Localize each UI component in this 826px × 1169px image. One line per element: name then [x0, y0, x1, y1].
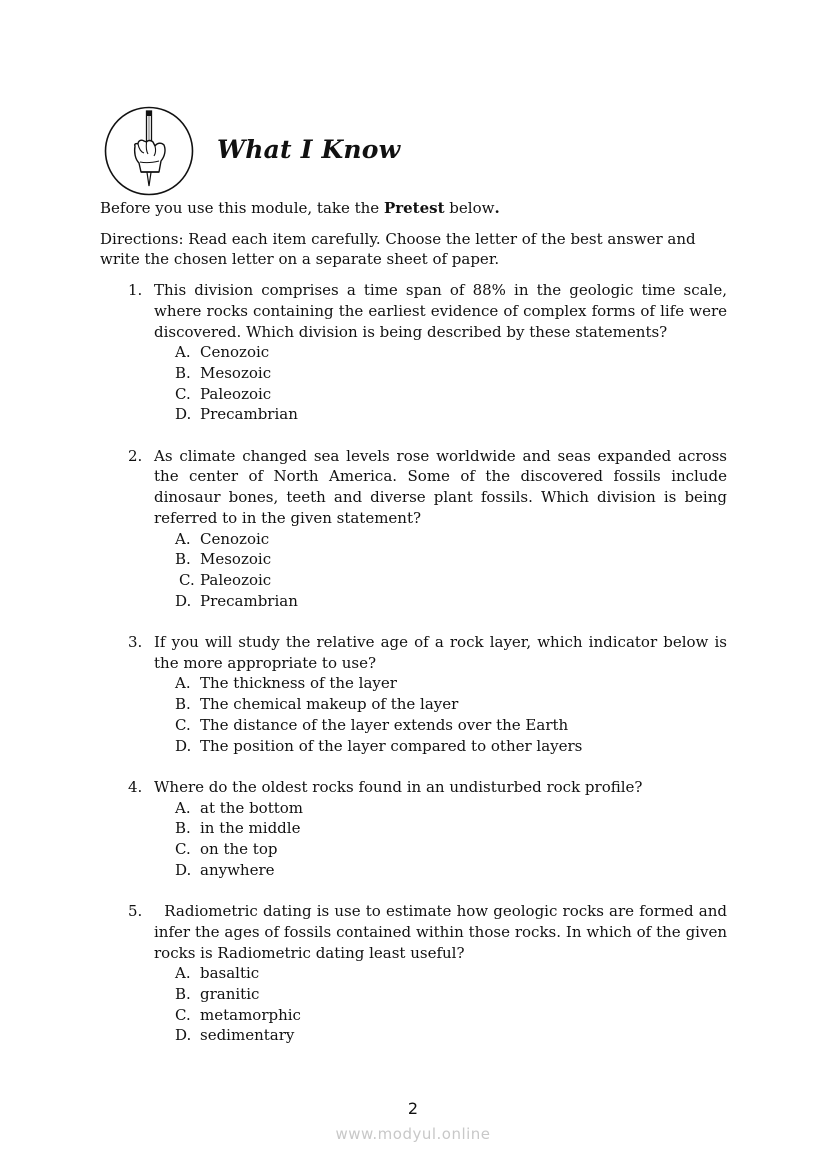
choice-text: Paleozoic [200, 384, 272, 403]
choice-item [154, 591, 727, 612]
choice-text: Mesozoic [200, 363, 272, 382]
choice-item [154, 694, 727, 715]
choice-text: Precambrian [200, 591, 298, 610]
question-text: Radiometric dating is use to estimate how geologic rocks are formed and infer the ages of fossils contained within those rocks. In which of the given rocks is Radiometric dating least useful? [154, 902, 732, 962]
choice-text: metamorphic [200, 1005, 301, 1024]
question-list [100, 280, 732, 1046]
choice-item [154, 860, 727, 881]
question-item [100, 901, 732, 1046]
choice-item [154, 673, 727, 694]
choice-text: Cenozoic [200, 529, 270, 548]
choice-text: The position of the layer compared to other layers [200, 736, 583, 755]
choice-text: The distance of the layer extends over the Earth [200, 715, 569, 734]
intro-period: . [494, 199, 500, 217]
choice-letter: D. [175, 591, 192, 610]
choice-item [154, 736, 727, 757]
choice-item [154, 963, 727, 984]
question-text: As climate changed sea levels rose worldwide and seas expanded across the center of North America. Some of the discovered fossils include dinosaur bones, teeth and diverse plant fossils. Which division is being referred to in the given statement? [154, 446, 727, 527]
choice-text: in the middle [200, 819, 301, 838]
choice-item [154, 984, 727, 1005]
choice-item [154, 529, 727, 550]
pretest-content [100, 198, 732, 1067]
choice-text: basaltic [200, 964, 260, 983]
choice-list [154, 963, 727, 1046]
choice-list [154, 798, 727, 881]
question-item [100, 632, 727, 756]
question-item [100, 777, 727, 881]
choice-list [154, 673, 727, 756]
choice-letter: B. [175, 550, 191, 569]
choice-text: sedimentary [200, 1026, 295, 1045]
choice-text: Cenozoic [200, 343, 270, 362]
choice-letter: B. [175, 819, 191, 838]
choice-text: The chemical makeup of the layer [200, 695, 459, 714]
choice-item [154, 404, 727, 425]
question-number: 5. [128, 902, 143, 921]
choice-item [154, 798, 727, 819]
choice-letter: D. [175, 736, 192, 755]
choice-text: anywhere [200, 860, 275, 879]
question-number: 1. [128, 281, 143, 300]
question-item [100, 280, 727, 425]
question-number: 3. [128, 633, 143, 652]
choice-letter: C. [175, 715, 191, 734]
choice-item [154, 715, 727, 736]
choice-text: at the bottom [200, 798, 304, 817]
section-title: What I Know [217, 135, 401, 164]
question-text: This division comprises a time span of 88% in the geologic time scale, where rocks containing the earliest evidence of complex forms of life were discovered. Which division is being described by these statements? [154, 281, 727, 341]
intro-text-after: below [444, 199, 495, 217]
choice-text: Paleozoic [200, 570, 272, 589]
choice-text: Precambrian [200, 405, 298, 424]
choice-item [154, 818, 727, 839]
choice-item [154, 570, 727, 591]
choice-letter: D. [175, 405, 192, 424]
choice-item [154, 384, 727, 405]
choice-letter: C. [175, 1005, 191, 1024]
choice-list [154, 529, 727, 612]
choice-item [154, 363, 727, 384]
choice-letter: A. [175, 674, 191, 693]
choice-letter: D. [175, 1026, 192, 1045]
choice-list [154, 342, 727, 425]
choice-text: The thickness of the layer [200, 674, 397, 693]
choice-letter: B. [175, 363, 191, 382]
page-number: 2 [407, 1099, 419, 1118]
question-number: 4. [128, 777, 143, 796]
intro-text-before: Before you use this module, take the [100, 199, 384, 217]
choice-letter: A. [175, 798, 191, 817]
choice-letter: B. [175, 984, 191, 1003]
directions-paragraph: Directions: Read each item carefully. Choose the letter of the best answer and write the chosen letter on a separate sheet of paper. [100, 229, 696, 269]
watermark: www.modyul.online [335, 1125, 491, 1143]
question-number: 2. [128, 446, 143, 465]
hand-holding-pencil-icon [104, 106, 194, 196]
question-text: If you will study the relative age of a rock layer, which indicator below is the more appropriate to use? [154, 633, 727, 672]
choice-text: Mesozoic [200, 550, 272, 569]
choice-letter: A. [175, 964, 191, 983]
choice-item [154, 342, 727, 363]
choice-letter: B. [175, 695, 191, 714]
intro-paragraph [100, 198, 727, 219]
intro-pretest-bold: Pretest [383, 199, 445, 217]
choice-letter: C. [179, 570, 195, 589]
choice-letter: A. [175, 343, 191, 362]
choice-item [154, 1005, 727, 1026]
choice-text: on the top [200, 840, 278, 859]
choice-item [154, 839, 727, 860]
question-item [100, 446, 727, 612]
choice-text: granitic [200, 984, 260, 1003]
choice-item [154, 1025, 727, 1046]
choice-item [154, 549, 727, 570]
choice-letter: A. [175, 529, 191, 548]
choice-letter: D. [175, 860, 192, 879]
choice-letter: C. [175, 840, 191, 859]
question-text: Where do the oldest rocks found in an undisturbed rock profile? [154, 777, 643, 796]
choice-letter: C. [175, 384, 191, 403]
section-header [104, 106, 504, 198]
